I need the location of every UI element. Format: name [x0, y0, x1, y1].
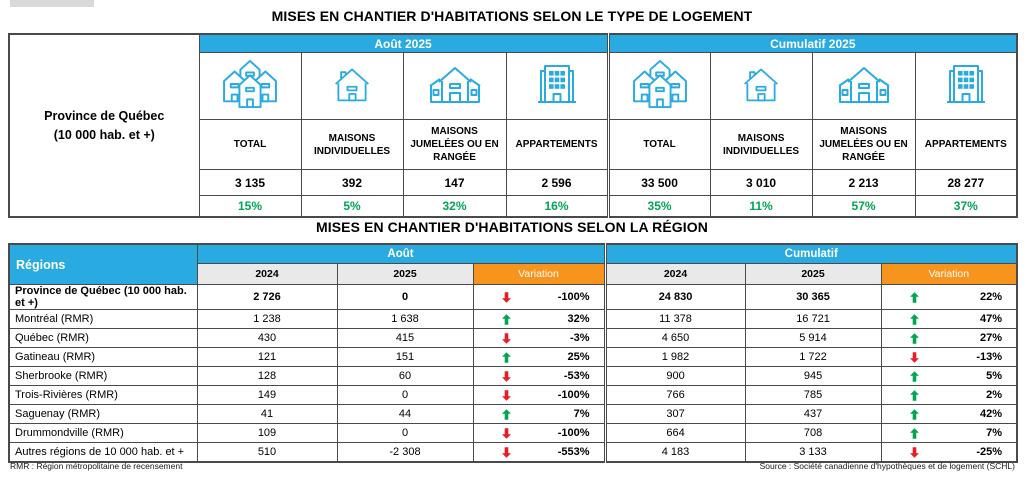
variation-value: -25% [976, 446, 1003, 458]
variation-arrow-icon [910, 371, 919, 382]
cumul-variation-cell [881, 405, 1017, 424]
variation-value: 5% [986, 370, 1003, 382]
table-row [9, 405, 1017, 424]
aout-2024-cell: 430 [197, 329, 337, 348]
table-row [9, 443, 1017, 463]
subheader-2024: 2024 [197, 264, 337, 285]
aout-2025-cell: 1 638 [337, 310, 473, 329]
type-value: 33 500 [608, 170, 710, 196]
aout-variation-cell [473, 424, 605, 443]
province-label-cell [9, 34, 199, 217]
table-row [9, 348, 1017, 367]
type-percent: 5% [301, 196, 403, 218]
cumul-2025-cell: 16 721 [745, 310, 881, 329]
aout-2025-cell: 151 [337, 348, 473, 367]
cumul-variation-cell [881, 443, 1017, 463]
region-name-cell: Montréal (RMR) [9, 310, 197, 329]
type-column-label: MAISONS JUMELÉES OU EN RANGÉE [403, 120, 506, 170]
screenshot-edge-artifact [10, 0, 94, 7]
variation-value: -13% [976, 351, 1003, 363]
footnote-rmr: RMR : Région métropolitaine de recensement [10, 461, 183, 471]
cumul-2024-cell: 4 650 [605, 329, 745, 348]
type-percent: 16% [506, 196, 608, 218]
regions-header: Régions [9, 244, 197, 285]
region-name-cell: Québec (RMR) [9, 329, 197, 348]
cumul-2025-cell: 785 [745, 386, 881, 405]
type-percent: 57% [812, 196, 915, 218]
variation-value: -100% [557, 291, 590, 303]
single-house-icon [741, 65, 781, 103]
cumul-2025-cell: 945 [745, 367, 881, 386]
cumul-variation-cell [881, 310, 1017, 329]
aout-2024-cell: 149 [197, 386, 337, 405]
type-percent: 15% [199, 196, 301, 218]
region-name-cell: Sherbrooke (RMR) [9, 367, 197, 386]
aout-2025-cell: 415 [337, 329, 473, 348]
aout-2025-cell: -2 308 [337, 443, 473, 463]
region-name-cell: Province de Québec (10 000 hab. et +) [9, 285, 197, 310]
cumul-2024-cell: 4 183 [605, 443, 745, 463]
aout-2024-cell: 41 [197, 405, 337, 424]
cumul-2024-cell: 664 [605, 424, 745, 443]
variation-arrow-icon [910, 428, 919, 439]
variation-arrow-icon [910, 447, 919, 458]
aout-2025-cell: 0 [337, 386, 473, 405]
cumul-2025-cell: 708 [745, 424, 881, 443]
type-column-label: APPARTEMENTS [915, 120, 1017, 170]
type-value: 392 [301, 170, 403, 196]
table-row [9, 367, 1017, 386]
subheader-2025: 2025 [745, 264, 881, 285]
aout-2025-cell: 44 [337, 405, 473, 424]
footnote-source: Source : Société canadienne d'hypothèques et de logement (SCHL) [759, 461, 1015, 471]
type-value: 3 135 [199, 170, 301, 196]
aout-variation-cell [473, 285, 605, 310]
single-house-icon [332, 65, 372, 103]
subheader-variation: Variation [881, 264, 1017, 285]
subheader-2025: 2025 [337, 264, 473, 285]
variation-arrow-icon [910, 292, 919, 303]
cumul-2024-cell: 900 [605, 367, 745, 386]
variation-value: 22% [980, 291, 1003, 303]
type-value: 3 010 [710, 170, 812, 196]
aout-variation-cell [473, 348, 605, 367]
housing-type-table [8, 33, 1018, 218]
region-table [8, 243, 1018, 463]
type-column-label: TOTAL [199, 120, 301, 170]
cumul-variation-cell [881, 348, 1017, 367]
type-percent: 11% [710, 196, 812, 218]
cumul-2025-cell: 1 722 [745, 348, 881, 367]
aout-2025-cell: 0 [337, 424, 473, 443]
aout-2024-cell: 1 238 [197, 310, 337, 329]
aout-variation-cell [473, 386, 605, 405]
variation-arrow-icon [502, 352, 511, 363]
variation-arrow-icon [502, 292, 511, 303]
table-row [9, 329, 1017, 348]
cumul-variation-cell [881, 285, 1017, 310]
type-percent: 32% [403, 196, 506, 218]
cumul-variation-cell [881, 424, 1017, 443]
cumul-2024-cell: 11 378 [605, 310, 745, 329]
variation-value: -100% [557, 427, 590, 439]
duplex-house-icon [836, 63, 892, 105]
cumul-2024-cell: 1 982 [605, 348, 745, 367]
variation-arrow-icon [502, 409, 511, 420]
province-label-line2: (10 000 hab. et +) [53, 127, 155, 142]
table-row [9, 285, 1017, 310]
variation-arrow-icon [910, 409, 919, 420]
cumul-2024-cell: 766 [605, 386, 745, 405]
subheader-2024: 2024 [605, 264, 745, 285]
group-header-aout-2025: Août 2025 [199, 34, 608, 53]
aout-2024-cell: 2 726 [197, 285, 337, 310]
region-name-cell: Saguenay (RMR) [9, 405, 197, 424]
aout-2025-cell: 0 [337, 285, 473, 310]
type-value: 2 213 [812, 170, 915, 196]
houses-cluster-icon [219, 59, 281, 109]
variation-value: -553% [557, 446, 590, 458]
cumul-2025-cell: 5 914 [745, 329, 881, 348]
aout-variation-cell [473, 443, 605, 463]
variation-value: 25% [567, 351, 590, 363]
variation-value: 2% [986, 389, 1003, 401]
houses-cluster-icon [629, 59, 691, 109]
variation-arrow-icon [910, 352, 919, 363]
region-name-cell: Trois-Rivières (RMR) [9, 386, 197, 405]
aout-2024-cell: 109 [197, 424, 337, 443]
cumul-2025-cell: 30 365 [745, 285, 881, 310]
duplex-house-icon [427, 63, 483, 105]
variation-value: 7% [986, 427, 1003, 439]
variation-value: 32% [567, 313, 590, 325]
region-name-cell: Drummondville (RMR) [9, 424, 197, 443]
aout-variation-cell [473, 310, 605, 329]
type-value: 28 277 [915, 170, 1017, 196]
variation-value: 47% [980, 313, 1003, 325]
aout-2024-cell: 510 [197, 443, 337, 463]
apartment-building-icon [535, 61, 579, 107]
province-label-line1: Province de Québec [44, 109, 165, 124]
type-column-label: MAISONS INDIVIDUELLES [301, 120, 403, 170]
cumul-variation-cell [881, 386, 1017, 405]
cumul-2025-cell: 437 [745, 405, 881, 424]
table-row [9, 386, 1017, 405]
variation-value: -3% [569, 332, 590, 344]
type-value: 2 596 [506, 170, 608, 196]
cumul-2025-cell: 3 133 [745, 443, 881, 463]
type-percent: 37% [915, 196, 1017, 218]
aout-2025-cell: 60 [337, 367, 473, 386]
cumul-variation-cell [881, 329, 1017, 348]
page-title-region: MISES EN CHANTIER D'HABITATIONS SELON LA RÉGION [315, 219, 708, 235]
table-row [9, 424, 1017, 443]
group-header-aout: Août [197, 244, 605, 264]
page-title-type: MISES EN CHANTIER D'HABITATIONS SELON LE TYPE DE LOGEMENT [271, 8, 753, 24]
aout-variation-cell [473, 367, 605, 386]
group-header-cumulatif-2025: Cumulatif 2025 [608, 34, 1017, 53]
variation-arrow-icon [502, 371, 511, 382]
variation-value: 27% [980, 332, 1003, 344]
variation-arrow-icon [502, 314, 511, 325]
variation-value: 7% [573, 408, 590, 420]
region-name-cell: Gatineau (RMR) [9, 348, 197, 367]
variation-arrow-icon [910, 333, 919, 344]
variation-value: 42% [980, 408, 1003, 420]
type-column-label: APPARTEMENTS [506, 120, 608, 170]
aout-2024-cell: 128 [197, 367, 337, 386]
apartment-building-icon [944, 61, 988, 107]
cumul-2024-cell: 307 [605, 405, 745, 424]
variation-arrow-icon [502, 333, 511, 344]
type-column-label: TOTAL [608, 120, 710, 170]
type-column-label: MAISONS JUMELÉES OU EN RANGÉE [812, 120, 915, 170]
type-value: 147 [403, 170, 506, 196]
type-column-label: MAISONS INDIVIDUELLES [710, 120, 812, 170]
table-row [9, 310, 1017, 329]
variation-arrow-icon [910, 314, 919, 325]
region-name-cell: Autres régions de 10 000 hab. et + [9, 443, 197, 463]
variation-arrow-icon [502, 390, 511, 401]
variation-arrow-icon [910, 390, 919, 401]
variation-arrow-icon [502, 428, 511, 439]
aout-2024-cell: 121 [197, 348, 337, 367]
aout-variation-cell [473, 329, 605, 348]
variation-arrow-icon [502, 447, 511, 458]
variation-value: -53% [563, 370, 590, 382]
aout-variation-cell [473, 405, 605, 424]
type-percent: 35% [608, 196, 710, 218]
cumul-variation-cell [881, 367, 1017, 386]
variation-value: -100% [557, 389, 590, 401]
group-header-cumulatif: Cumulatif [605, 244, 1017, 264]
cumul-2024-cell: 24 830 [605, 285, 745, 310]
subheader-variation: Variation [473, 264, 605, 285]
